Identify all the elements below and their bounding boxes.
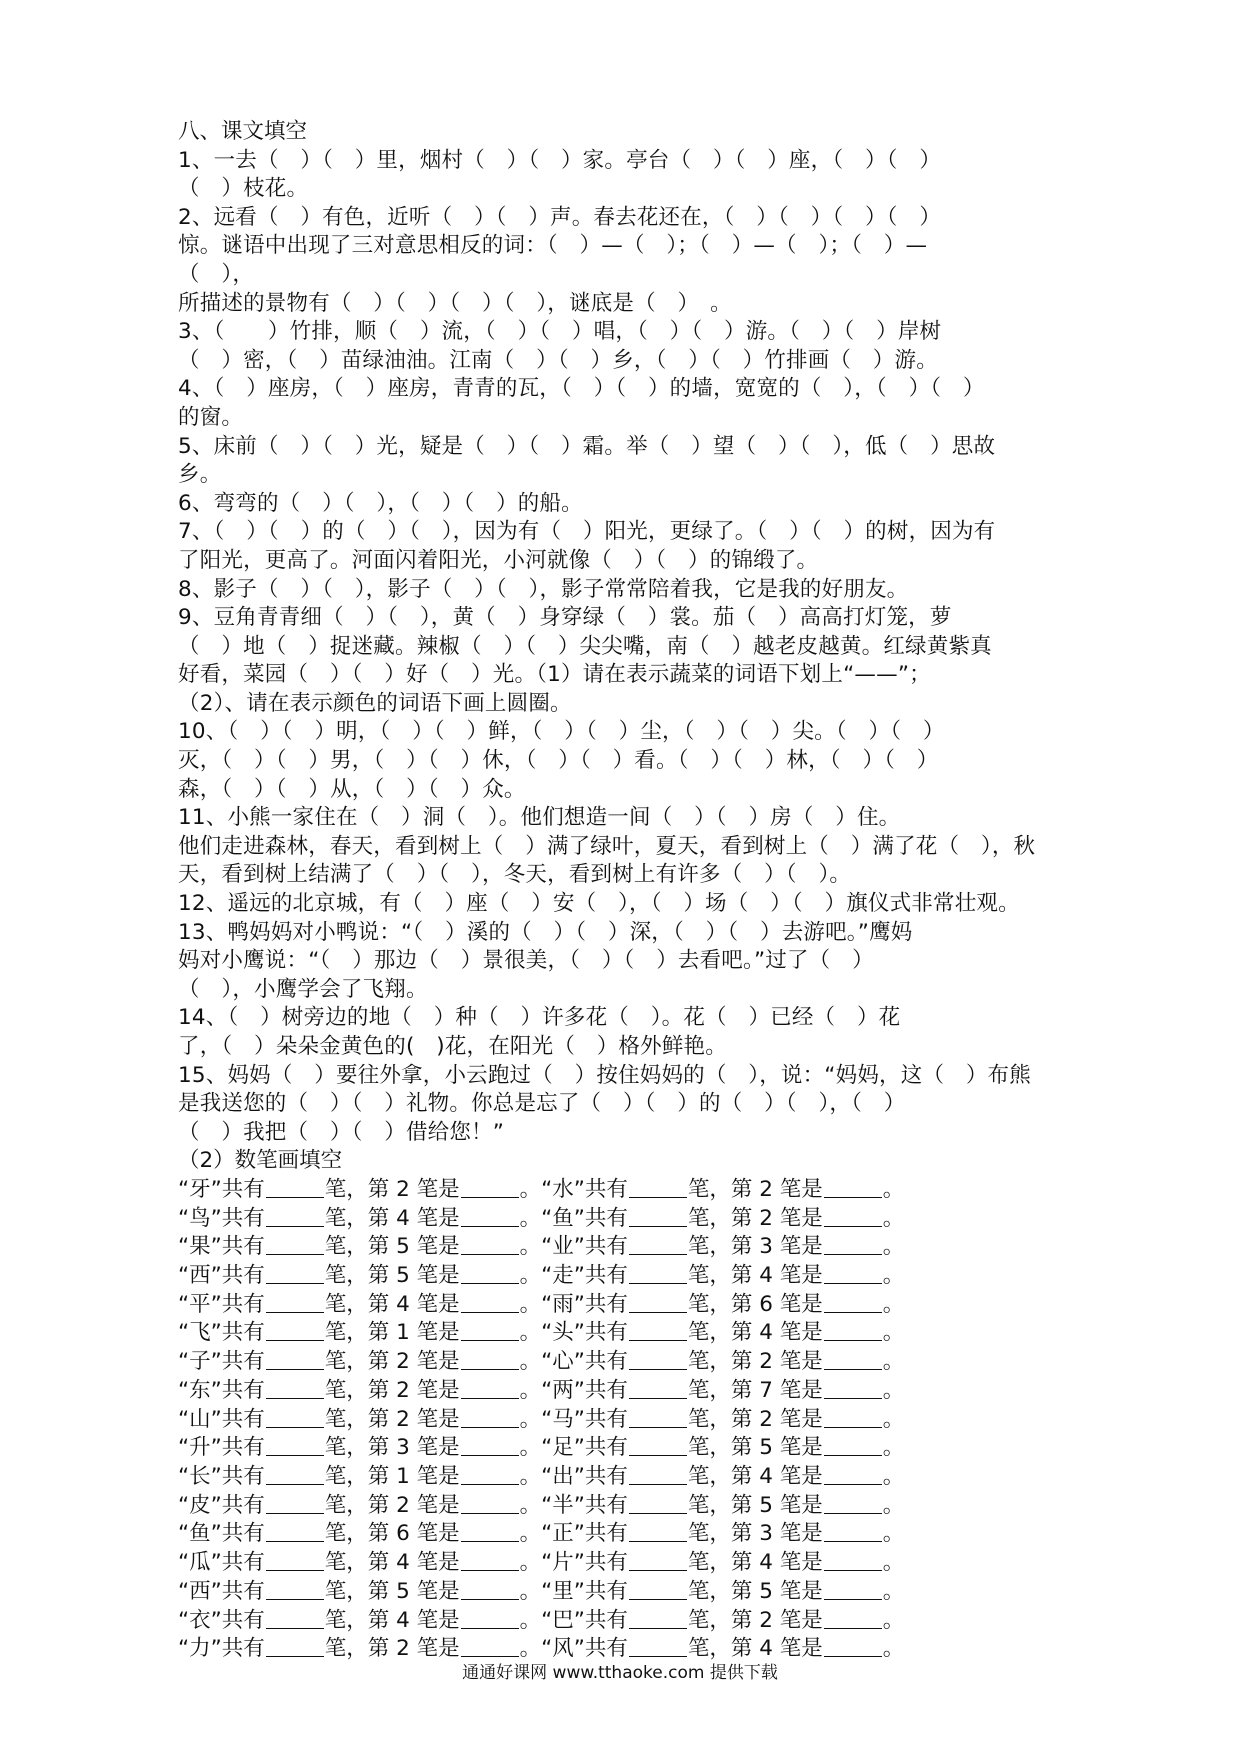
exercise-line: （ ）密，（ ）苗绿油油。江南（ ）（ ）乡，（ ）（ ）竹排画（ ）游。 xyxy=(178,347,938,373)
stroke-name-blank[interactable] xyxy=(461,1495,519,1514)
stroke-count-blank[interactable] xyxy=(629,1351,687,1370)
exercise-line: 15、妈妈（ ）要往外拿，小云跑过（ ）按住妈妈的（ ），说：“妈妈，这（ ）布熊 xyxy=(178,1062,1031,1088)
exercise-line: 了阳光，更高了。河面闪着阳光，小河就像（ ）（ ）的锦缎了。 xyxy=(178,547,819,573)
exercise-line: 11、小熊一家住在（ ）洞（ ）。他们想造一间（ ）（ ）房（ ）住。 xyxy=(178,805,901,831)
stroke-row-right-mid: 笔，第 2 笔是 xyxy=(687,1205,823,1231)
stroke-row xyxy=(178,1607,1078,1636)
stroke-row xyxy=(178,1205,1078,1234)
exercise-line: 7、（ ）（ ）的（ ）（ ），因为有（ ）阳光，更绿了。（ ）（ ）的树，因为有 xyxy=(178,519,996,545)
exercise-line: 妈对小鹰说：“（ ）那边（ ）景很美，（ ）（ ）去看吧。”过了（ ） xyxy=(178,948,874,974)
exercise-line: 的窗。 xyxy=(178,404,244,430)
stroke-row-end: 。 xyxy=(882,1263,905,1289)
stroke-name-blank[interactable] xyxy=(461,1552,519,1571)
stroke-row xyxy=(178,1176,1078,1205)
stroke-row xyxy=(178,1319,1078,1348)
stroke-row-right-char: 。“足”共有 xyxy=(519,1435,628,1461)
exercise-line: 天，看到树上结满了（ ）（ ），冬天，看到树上有许多（ ）（ ）。 xyxy=(178,862,852,888)
stroke-row-left-mid: 笔，第 4 笔是 xyxy=(324,1550,460,1576)
exercise-line: 3、（ ）竹排，顺（ ）流，（ ）（ ）唱，（ ）（ ）游。（ ）（ ）岸树 xyxy=(178,319,942,345)
stroke-count-blank[interactable] xyxy=(266,1466,324,1485)
stroke-row-right-mid: 笔，第 7 笔是 xyxy=(687,1377,823,1403)
stroke-count-blank[interactable] xyxy=(629,1610,687,1629)
stroke-name-blank[interactable] xyxy=(824,1322,882,1341)
exercise-line: 惊。谜语中出现了三对意思相反的词：（ ）—（ ）；（ ）—（ ）；（ ）— xyxy=(178,233,928,259)
stroke-row-right-char: 。“两”共有 xyxy=(519,1377,628,1403)
stroke-row-left-mid: 笔，第 4 笔是 xyxy=(324,1291,460,1317)
stroke-row-end: 。 xyxy=(882,1435,905,1461)
stroke-row xyxy=(178,1520,1078,1549)
stroke-count-blank[interactable] xyxy=(266,1610,324,1629)
stroke-row-right-mid: 笔，第 3 笔是 xyxy=(687,1521,823,1547)
stroke-row-right-mid: 笔，第 5 笔是 xyxy=(687,1578,823,1604)
stroke-row-left-mid: 笔，第 6 笔是 xyxy=(324,1521,460,1547)
exercise-line: 9、豆角青青细（ ）（ ），黄（ ）身穿绿（ ）裳。茄（ ）高高打灯笼，萝 xyxy=(178,605,952,631)
stroke-row-left-mid: 笔，第 3 笔是 xyxy=(324,1435,460,1461)
footer-credit: 通通好课网 www.tthaoke.com 提供下载 xyxy=(462,1663,778,1683)
stroke-row-left-mid: 笔，第 1 笔是 xyxy=(324,1320,460,1346)
stroke-row-end: 。 xyxy=(882,1406,905,1432)
stroke-row-left-char: “飞”共有 xyxy=(178,1320,265,1346)
stroke-row-left-char: “鱼”共有 xyxy=(178,1521,265,1547)
stroke-count-blank[interactable] xyxy=(629,1495,687,1514)
stroke-row-left-char: “皮”共有 xyxy=(178,1492,265,1518)
exercise-line: 14、（ ）树旁边的地（ ）种（ ）许多花（ ）。花（ ）已经（ ）花 xyxy=(178,1005,901,1031)
stroke-name-blank[interactable] xyxy=(824,1437,882,1456)
exercise-line: 12、遥远的北京城，有（ ）座（ ）安（ ），（ ）场（ ）（ ）旗仪式非常壮观。 xyxy=(178,891,1020,917)
stroke-name-blank[interactable] xyxy=(461,1523,519,1542)
exercise-line: 8、影子（ ）（ ），影子（ ）（ ），影子常常陪着我，它是我的好朋友。 xyxy=(178,576,909,602)
stroke-row-right-char: 。“片”共有 xyxy=(519,1550,628,1576)
stroke-row-end: 。 xyxy=(882,1205,905,1231)
stroke-count-blank[interactable] xyxy=(266,1351,324,1370)
stroke-section-title: （2）数笔画填空 xyxy=(178,1148,343,1174)
stroke-name-blank[interactable] xyxy=(824,1523,882,1542)
exercise-line: （ ）枝花。 xyxy=(178,176,309,202)
stroke-name-blank[interactable] xyxy=(824,1351,882,1370)
exercise-line: （ ）我把（ ）（ ）借给您！” xyxy=(178,1119,505,1145)
stroke-count-blank[interactable] xyxy=(629,1638,687,1657)
exercise-line: （ ）地（ ）捉迷藏。辣椒（ ）（ ）尖尖嘴，南（ ）越老皮越黄。红绿黄紫真 xyxy=(178,633,992,659)
stroke-name-blank[interactable] xyxy=(824,1638,882,1657)
stroke-name-blank[interactable] xyxy=(461,1265,519,1284)
stroke-row-end: 。 xyxy=(882,1492,905,1518)
exercise-line: 好看，菜园（ ）（ ）好（ ）光。（1）请在表示蔬菜的词语下划上“——”； xyxy=(178,662,931,688)
stroke-row-end: 。 xyxy=(882,1234,905,1260)
stroke-name-blank[interactable] xyxy=(824,1265,882,1284)
stroke-name-blank[interactable] xyxy=(461,1236,519,1255)
stroke-row-left-char: “鸟”共有 xyxy=(178,1205,265,1231)
stroke-count-blank[interactable] xyxy=(266,1552,324,1571)
stroke-count-blank[interactable] xyxy=(266,1409,324,1428)
stroke-row-left-mid: 笔，第 4 笔是 xyxy=(324,1607,460,1633)
stroke-row-left-char: “平”共有 xyxy=(178,1291,265,1317)
stroke-name-blank[interactable] xyxy=(461,1437,519,1456)
stroke-count-blank[interactable] xyxy=(266,1236,324,1255)
stroke-row-end: 。 xyxy=(882,1291,905,1317)
stroke-count-blank[interactable] xyxy=(629,1466,687,1485)
stroke-count-blank[interactable] xyxy=(629,1179,687,1198)
stroke-row xyxy=(178,1233,1078,1262)
stroke-row-end: 。 xyxy=(882,1377,905,1403)
stroke-count-blank[interactable] xyxy=(266,1265,324,1284)
stroke-row-end: 。 xyxy=(882,1578,905,1604)
stroke-count-blank[interactable] xyxy=(266,1638,324,1657)
exercise-line: 灭，（ ）（ ）男，（ ）（ ）休，（ ）（ ）看。（ ）（ ）林，（ ）（ ） xyxy=(178,748,939,774)
stroke-row-right-char: 。“马”共有 xyxy=(519,1406,628,1432)
stroke-row-right-mid: 笔，第 4 笔是 xyxy=(687,1636,823,1662)
stroke-count-blank[interactable] xyxy=(629,1523,687,1542)
stroke-count-blank[interactable] xyxy=(629,1437,687,1456)
stroke-row-left-mid: 笔，第 4 笔是 xyxy=(324,1205,460,1231)
stroke-row-left-char: “西”共有 xyxy=(178,1263,265,1289)
exercise-line: 5、床前（ ）（ ）光，疑是（ ）（ ）霜。举（ ）望（ ）（ ），低（ ）思故 xyxy=(178,433,996,459)
stroke-row-left-mid: 笔，第 2 笔是 xyxy=(324,1349,460,1375)
stroke-count-blank[interactable] xyxy=(629,1380,687,1399)
stroke-row-right-mid: 笔，第 5 笔是 xyxy=(687,1435,823,1461)
stroke-row-end: 。 xyxy=(882,1176,905,1202)
exercise-line: （ ）， xyxy=(178,261,255,287)
stroke-row xyxy=(178,1348,1078,1377)
stroke-name-blank[interactable] xyxy=(824,1294,882,1313)
stroke-row xyxy=(178,1406,1078,1435)
stroke-name-blank[interactable] xyxy=(824,1236,882,1255)
exercise-line: 是我送您的（ ）（ ）礼物。你总是忘了（ ）（ ）的（ ）（ ），（ ） xyxy=(178,1091,906,1117)
stroke-name-blank[interactable] xyxy=(461,1322,519,1341)
stroke-row-left-char: “升”共有 xyxy=(178,1435,265,1461)
stroke-name-blank[interactable] xyxy=(824,1409,882,1428)
exercise-line: 了，（ ）朵朵金黄色的( )花，在阳光（ ）格外鲜艳。 xyxy=(178,1034,727,1059)
exercise-line: （ ），小鹰学会了飞翔。 xyxy=(178,976,428,1002)
exercise-line: 4、（ ）座房，（ ）座房，青青的瓦，（ ）（ ）的墙，宽宽的（ ），（ ）（ ） xyxy=(178,376,985,402)
stroke-name-blank[interactable] xyxy=(824,1380,882,1399)
stroke-row-left-mid: 笔，第 1 笔是 xyxy=(324,1464,460,1489)
stroke-count-blank[interactable] xyxy=(266,1179,324,1198)
stroke-count-blank[interactable] xyxy=(266,1322,324,1341)
exercise-line: 1、一去（ ）（ ）里，烟村（ ）（ ）家。亭台（ ）（ ）座，（ ）（ ） xyxy=(178,147,942,173)
stroke-row-right-char: 。“雨”共有 xyxy=(519,1291,628,1317)
stroke-row-left-mid: 笔，第 2 笔是 xyxy=(324,1406,460,1432)
stroke-name-blank[interactable] xyxy=(824,1581,882,1600)
exercise-line: 所描述的景物有（ ）（ ）（ ）（ ），谜底是（ ） 。 xyxy=(178,290,732,316)
stroke-row-left-mid: 笔，第 2 笔是 xyxy=(324,1492,460,1518)
stroke-row-right-mid: 笔，第 3 笔是 xyxy=(687,1234,823,1260)
stroke-name-blank[interactable] xyxy=(461,1409,519,1428)
stroke-row-left-char: “西”共有 xyxy=(178,1578,265,1604)
stroke-row-right-mid: 笔，第 2 笔是 xyxy=(687,1406,823,1432)
stroke-row xyxy=(178,1463,1078,1492)
stroke-row-right-char: 。“鱼”共有 xyxy=(519,1205,628,1231)
stroke-row-right-char: 。“里”共有 xyxy=(519,1578,628,1604)
stroke-name-blank[interactable] xyxy=(461,1208,519,1227)
stroke-row-end: 。 xyxy=(882,1607,905,1633)
stroke-name-blank[interactable] xyxy=(461,1638,519,1657)
stroke-count-blank[interactable] xyxy=(629,1552,687,1571)
stroke-row-left-char: “牙”共有 xyxy=(178,1176,265,1202)
stroke-row xyxy=(178,1549,1078,1578)
worksheet xyxy=(178,118,1078,1664)
stroke-row-right-char: 。“走”共有 xyxy=(519,1263,628,1289)
stroke-row-right-mid: 笔，第 4 笔是 xyxy=(687,1320,823,1346)
stroke-count-blank[interactable] xyxy=(266,1380,324,1399)
stroke-row xyxy=(178,1291,1078,1320)
stroke-count-blank[interactable] xyxy=(629,1322,687,1341)
stroke-row-left-char: “长”共有 xyxy=(178,1464,265,1489)
stroke-name-blank[interactable] xyxy=(824,1179,882,1198)
stroke-row-left-char: “东”共有 xyxy=(178,1377,265,1403)
stroke-row-right-mid: 笔，第 2 笔是 xyxy=(687,1607,823,1633)
stroke-row-left-mid: 笔，第 5 笔是 xyxy=(324,1263,460,1289)
stroke-exercises xyxy=(178,1176,1078,1664)
stroke-row-end: 。 xyxy=(882,1464,905,1489)
stroke-row-left-char: “衣”共有 xyxy=(178,1607,265,1633)
exercise-line: 13、鸭妈妈对小鸭说：“（ ）溪的（ ）（ ）深，（ ）（ ）去游吧。”鹰妈 xyxy=(178,919,913,945)
stroke-row-end: 。 xyxy=(882,1320,905,1346)
stroke-name-blank[interactable] xyxy=(461,1351,519,1370)
stroke-row-right-mid: 笔，第 4 笔是 xyxy=(687,1263,823,1289)
stroke-row-right-char: 。“半”共有 xyxy=(519,1492,628,1518)
stroke-row-right-mid: 笔，第 2 笔是 xyxy=(687,1349,823,1375)
stroke-row-end: 。 xyxy=(882,1349,905,1375)
exercise-line: 他们走进森林，春天，看到树上（ ）满了绿叶，夏天，看到树上（ ）满了花（ ），秋 xyxy=(178,833,1036,859)
stroke-row xyxy=(178,1377,1078,1406)
stroke-row-end: 。 xyxy=(882,1521,905,1547)
stroke-row-right-char: 。“风”共有 xyxy=(519,1636,628,1662)
stroke-count-blank[interactable] xyxy=(629,1236,687,1255)
exercise-line: 森，（ ）（ ）从，（ ）（ ）众。 xyxy=(178,776,526,802)
stroke-name-blank[interactable] xyxy=(461,1581,519,1600)
stroke-row-right-char: 。“出”共有 xyxy=(519,1464,628,1489)
exercise-line: 10、（ ）（ ）明，（ ）（ ）鲜，（ ）（ ）尘，（ ）（ ）尖。（ ）（ ） xyxy=(178,719,945,745)
exercise-line: 6、弯弯的（ ）（ ），（ ）（ ）的船。 xyxy=(178,490,583,516)
stroke-count-blank[interactable] xyxy=(266,1523,324,1542)
stroke-row-right-char: 。“心”共有 xyxy=(519,1349,628,1375)
stroke-count-blank[interactable] xyxy=(629,1265,687,1284)
stroke-count-blank[interactable] xyxy=(266,1294,324,1313)
stroke-name-blank[interactable] xyxy=(824,1495,882,1514)
stroke-count-blank[interactable] xyxy=(629,1581,687,1600)
stroke-row-left-char: “瓜”共有 xyxy=(178,1550,265,1576)
stroke-row-right-mid: 笔，第 2 笔是 xyxy=(687,1176,823,1202)
stroke-row-left-char: “果”共有 xyxy=(178,1234,265,1260)
stroke-count-blank[interactable] xyxy=(266,1581,324,1600)
stroke-row xyxy=(178,1578,1078,1607)
stroke-row-left-mid: 笔，第 5 笔是 xyxy=(324,1234,460,1260)
stroke-name-blank[interactable] xyxy=(461,1610,519,1629)
stroke-row-left-mid: 笔，第 2 笔是 xyxy=(324,1636,460,1662)
stroke-row-right-mid: 笔，第 4 笔是 xyxy=(687,1464,823,1489)
stroke-name-blank[interactable] xyxy=(461,1179,519,1198)
stroke-row-right-mid: 笔，第 5 笔是 xyxy=(687,1492,823,1518)
stroke-row-left-mid: 笔，第 2 笔是 xyxy=(324,1176,460,1202)
stroke-name-blank[interactable] xyxy=(461,1380,519,1399)
stroke-row xyxy=(178,1492,1078,1521)
section-title: 八、课文填空 xyxy=(178,119,308,144)
stroke-row-right-char: 。“水”共有 xyxy=(519,1176,628,1202)
exercise-line: （2）、请在表示颜色的词语下画上圆圈。 xyxy=(178,690,572,716)
stroke-name-blank[interactable] xyxy=(461,1294,519,1313)
stroke-row xyxy=(178,1262,1078,1291)
stroke-row-right-mid: 笔，第 4 笔是 xyxy=(687,1550,823,1576)
stroke-row-right-char: 。“正”共有 xyxy=(519,1521,628,1547)
stroke-count-blank[interactable] xyxy=(266,1495,324,1514)
stroke-name-blank[interactable] xyxy=(824,1208,882,1227)
stroke-name-blank[interactable] xyxy=(824,1552,882,1571)
stroke-count-blank[interactable] xyxy=(629,1409,687,1428)
exercise-line: 乡。 xyxy=(178,462,222,488)
stroke-row xyxy=(178,1434,1078,1463)
stroke-row-left-char: “子”共有 xyxy=(178,1349,265,1375)
stroke-row-end: 。 xyxy=(882,1550,905,1576)
stroke-row-end: 。 xyxy=(882,1636,905,1662)
stroke-row-left-char: “力”共有 xyxy=(178,1636,265,1662)
stroke-row-left-char: “山”共有 xyxy=(178,1406,265,1432)
stroke-row-right-mid: 笔，第 6 笔是 xyxy=(687,1291,823,1317)
stroke-row-right-char: 。“巴”共有 xyxy=(519,1607,628,1633)
stroke-name-blank[interactable] xyxy=(461,1466,519,1485)
stroke-count-blank[interactable] xyxy=(266,1437,324,1456)
stroke-row-right-char: 。“业”共有 xyxy=(519,1234,628,1260)
stroke-count-blank[interactable] xyxy=(629,1208,687,1227)
stroke-row-left-mid: 笔，第 2 笔是 xyxy=(324,1377,460,1403)
fill-in-exercises xyxy=(178,147,1078,1148)
stroke-count-blank[interactable] xyxy=(629,1294,687,1313)
stroke-count-blank[interactable] xyxy=(266,1208,324,1227)
stroke-row-right-char: 。“头”共有 xyxy=(519,1320,628,1346)
stroke-name-blank[interactable] xyxy=(824,1466,882,1485)
stroke-row-left-mid: 笔，第 5 笔是 xyxy=(324,1578,460,1604)
stroke-name-blank[interactable] xyxy=(824,1610,882,1629)
exercise-line: 2、远看（ ）有色，近听（ ）（ ）声。春去花还在，（ ）（ ）（ ）（ ） xyxy=(178,204,942,230)
